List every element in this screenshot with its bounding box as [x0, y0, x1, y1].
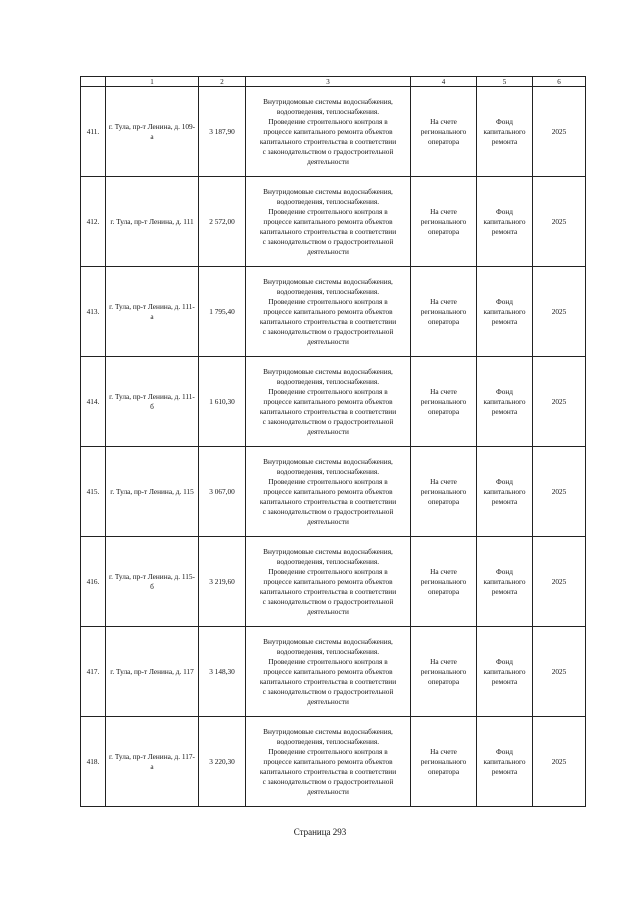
address-cell: г. Тула, пр-т Ленина, д. 115	[106, 447, 199, 537]
cost-cell: 3 148,30	[199, 627, 246, 717]
account-cell: На счете регионального оператора	[411, 357, 477, 447]
header-cell	[81, 77, 106, 87]
account-cell: На счете регионального оператора	[411, 177, 477, 267]
page-number: Страница 293	[293, 827, 347, 837]
work-description-cell: Внутридомовые системы водоснабжения, водоотведения, теплоснабжения. Проведение строительного контроля в процессе капитального ремонта объектов капитального строительства в соответствии с законодательством о градостроительной деятельности	[246, 627, 411, 717]
cost-cell: 1 610,30	[199, 357, 246, 447]
fund-cell: Фонд капитального ремонта	[477, 177, 533, 267]
row-number: 415.	[81, 447, 106, 537]
fund-cell: Фонд капитального ремонта	[477, 357, 533, 447]
account-cell: На счете регионального оператора	[411, 537, 477, 627]
fund-cell: Фонд капитального ремонта	[477, 627, 533, 717]
fund-cell: Фонд капитального ремонта	[477, 447, 533, 537]
table-row	[81, 447, 586, 537]
year-cell: 2025	[533, 447, 586, 537]
table-row	[81, 357, 586, 447]
row-number: 414.	[81, 357, 106, 447]
year-cell: 2025	[533, 267, 586, 357]
cost-cell: 2 572,00	[199, 177, 246, 267]
work-description-cell: Внутридомовые системы водоснабжения, водоотведения, теплоснабжения. Проведение строительного контроля в процессе капитального ремонта объектов капитального строительства в соответствии с законодательством о градостроительной деятельности	[246, 447, 411, 537]
cost-cell: 3 067,00	[199, 447, 246, 537]
address-cell: г. Тула, пр-т Ленина, д. 111	[106, 177, 199, 267]
address-cell: г. Тула, пр-т Ленина, д. 111-б	[106, 357, 199, 447]
row-number: 412.	[81, 177, 106, 267]
account-cell: На счете регионального оператора	[411, 447, 477, 537]
account-cell: На счете регионального оператора	[411, 717, 477, 807]
cost-cell: 1 795,40	[199, 267, 246, 357]
table-row	[81, 717, 586, 807]
row-number: 411.	[81, 87, 106, 177]
year-cell: 2025	[533, 627, 586, 717]
row-number: 417.	[81, 627, 106, 717]
fund-cell: Фонд капитального ремонта	[477, 717, 533, 807]
work-description-cell: Внутридомовые системы водоснабжения, водоотведения, теплоснабжения. Проведение строительного контроля в процессе капитального ремонта объектов капитального строительства в соответствии с законодательством о градостроительной деятельности	[246, 537, 411, 627]
account-cell: На счете регионального оператора	[411, 87, 477, 177]
table-header-row	[81, 77, 586, 87]
table-row	[81, 627, 586, 717]
table-row	[81, 87, 586, 177]
row-number: 418.	[81, 717, 106, 807]
fund-cell: Фонд капитального ремонта	[477, 537, 533, 627]
row-number: 413.	[81, 267, 106, 357]
table-row	[81, 537, 586, 627]
header-cell: 1	[106, 77, 199, 87]
address-cell: г. Тула, пр-т Ленина, д. 117-а	[106, 717, 199, 807]
header-cell: 3	[246, 77, 411, 87]
header-cell: 4	[411, 77, 477, 87]
row-number: 416.	[81, 537, 106, 627]
work-description-cell: Внутридомовые системы водоснабжения, водоотведения, теплоснабжения. Проведение строительного контроля в процессе капитального ремонта объектов капитального строительства в соответствии с законодательством о градостроительной деятельности	[246, 267, 411, 357]
header-cell: 5	[477, 77, 533, 87]
address-cell: г. Тула, пр-т Ленина, д. 115-б	[106, 537, 199, 627]
address-cell: г. Тула, пр-т Ленина, д. 109-а	[106, 87, 199, 177]
address-cell: г. Тула, пр-т Ленина, д. 111-а	[106, 267, 199, 357]
work-description-cell: Внутридомовые системы водоснабжения, водоотведения, теплоснабжения. Проведение строительного контроля в процессе капитального ремонта объектов капитального строительства в соответствии с законодательством о градостроительной деятельности	[246, 177, 411, 267]
header-cell: 6	[533, 77, 586, 87]
year-cell: 2025	[533, 177, 586, 267]
table-row	[81, 177, 586, 267]
work-description-cell: Внутридомовые системы водоснабжения, водоотведения, теплоснабжения. Проведение строительного контроля в процессе капитального ремонта объектов капитального строительства в соответствии с законодательством о градостроительной деятельности	[246, 357, 411, 447]
fund-cell: Фонд капитального ремонта	[477, 87, 533, 177]
repair-schedule-table	[80, 76, 586, 807]
year-cell: 2025	[533, 537, 586, 627]
table-body	[81, 77, 586, 807]
address-cell: г. Тула, пр-т Ленина, д. 117	[106, 627, 199, 717]
cost-cell: 3 220,30	[199, 717, 246, 807]
header-cell: 2	[199, 77, 246, 87]
cost-cell: 3 219,60	[199, 537, 246, 627]
year-cell: 2025	[533, 357, 586, 447]
fund-cell: Фонд капитального ремонта	[477, 267, 533, 357]
year-cell: 2025	[533, 717, 586, 807]
year-cell: 2025	[533, 87, 586, 177]
account-cell: На счете регионального оператора	[411, 267, 477, 357]
table-row	[81, 267, 586, 357]
cost-cell: 3 187,90	[199, 87, 246, 177]
account-cell: На счете регионального оператора	[411, 627, 477, 717]
work-description-cell: Внутридомовые системы водоснабжения, водоотведения, теплоснабжения. Проведение строительного контроля в процессе капитального ремонта объектов капитального строительства в соответствии с законодательством о градостроительной деятельности	[246, 87, 411, 177]
work-description-cell: Внутридомовые системы водоснабжения, водоотведения, теплоснабжения. Проведение строительного контроля в процессе капитального ремонта объектов капитального строительства в соответствии с законодательством о градостроительной деятельности	[246, 717, 411, 807]
